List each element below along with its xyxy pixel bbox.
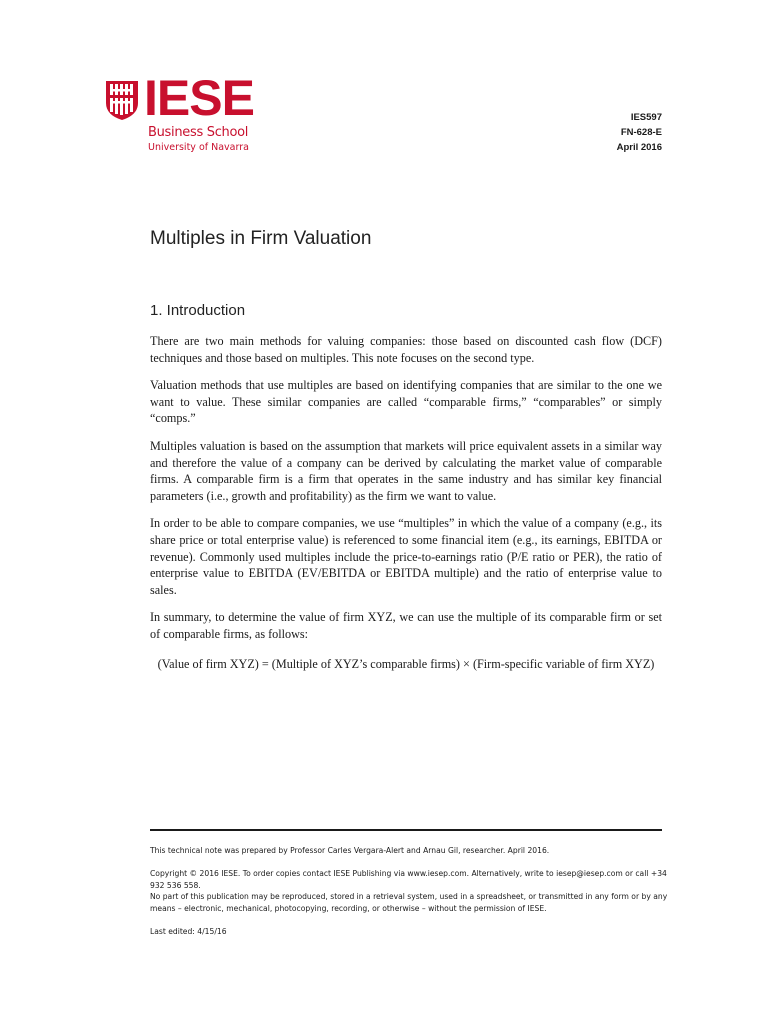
doc-date: April 2016	[616, 142, 662, 153]
rights-note: No part of this publication may be reproduced, stored in a retrieval system, used in a spreadsheet, or transmitted in any form or by any means – electronic, mechanical, photocopying, recording, or otherwise – without the permission of IESE.	[150, 892, 668, 913]
paragraph: There are two main methods for valuing companies: those based on discounted cash flow (DCF) techniques and those based on multiples. This note focuses on the second type.	[150, 334, 662, 365]
doc-code: IES597	[630, 112, 662, 123]
prepared-by-note: This technical note was prepared by Professor Carles Vergara-Alert and Arnau Gil, researcher. April 2016.	[150, 846, 550, 855]
doc-reference: FN-628-E	[620, 127, 662, 138]
logo-school-name: Business School	[148, 125, 249, 140]
document-title: Multiples in Firm Valuation	[150, 228, 372, 249]
footer-notes	[150, 845, 670, 937]
paragraph: In order to be able to compare companies, we use “multiples” in which the value of a company (e.g., its share price or total enterprise value) is referenced to some financial item (e.g., its earnings, EBITDA or revenue). Commonly used multiples include the price-to-earnings ratio (P/E ratio or PER), the ratio of enterprise value to EBITDA (EV/EBITDA or EBITDA multiple) and the ratio of enterprise value to sales.	[150, 516, 662, 597]
document-meta	[617, 110, 662, 155]
paragraph: In summary, to determine the value of firm XYZ, we can use the multiple of its comparable firm or set of comparable firms, as follows:	[150, 610, 662, 641]
valuation-formula: (Value of firm XYZ) = (Multiple of XYZ’s comparable firms) × (Firm-specific variable of firm XYZ)	[157, 656, 655, 671]
footer-divider	[150, 829, 662, 831]
section-heading: 1. Introduction	[150, 302, 246, 319]
paragraph: Multiples valuation is based on the assumption that markets will price equivalent assets in a similar way and therefore the value of a company can be derived by calculating the market value of comparable firms. A comparable firm is a firm that operates in the same industry and has similar key financial parameters (i.e., growth and profitability) as the firm we want to value.	[150, 438, 662, 503]
paragraph: Valuation methods that use multiples are based on identifying companies that are similar to the one we want to value. These similar companies are called “comparable firms,” “comparables” or simply “comps.”	[150, 378, 662, 426]
body-text	[150, 333, 662, 683]
last-edited-note: Last edited: 4/15/16	[150, 927, 227, 937]
logo-wordmark: IESE	[144, 70, 254, 126]
iese-logo	[104, 70, 254, 155]
iese-crest-icon	[104, 79, 140, 121]
copyright-note: Copyright © 2016 IESE. To order copies contact IESE Publishing via www.iesep.com. Alternatively, write to iesep@iesep.com or call +34 932 536 558.	[150, 869, 667, 890]
logo-university-name: University of Navarra	[148, 142, 249, 153]
